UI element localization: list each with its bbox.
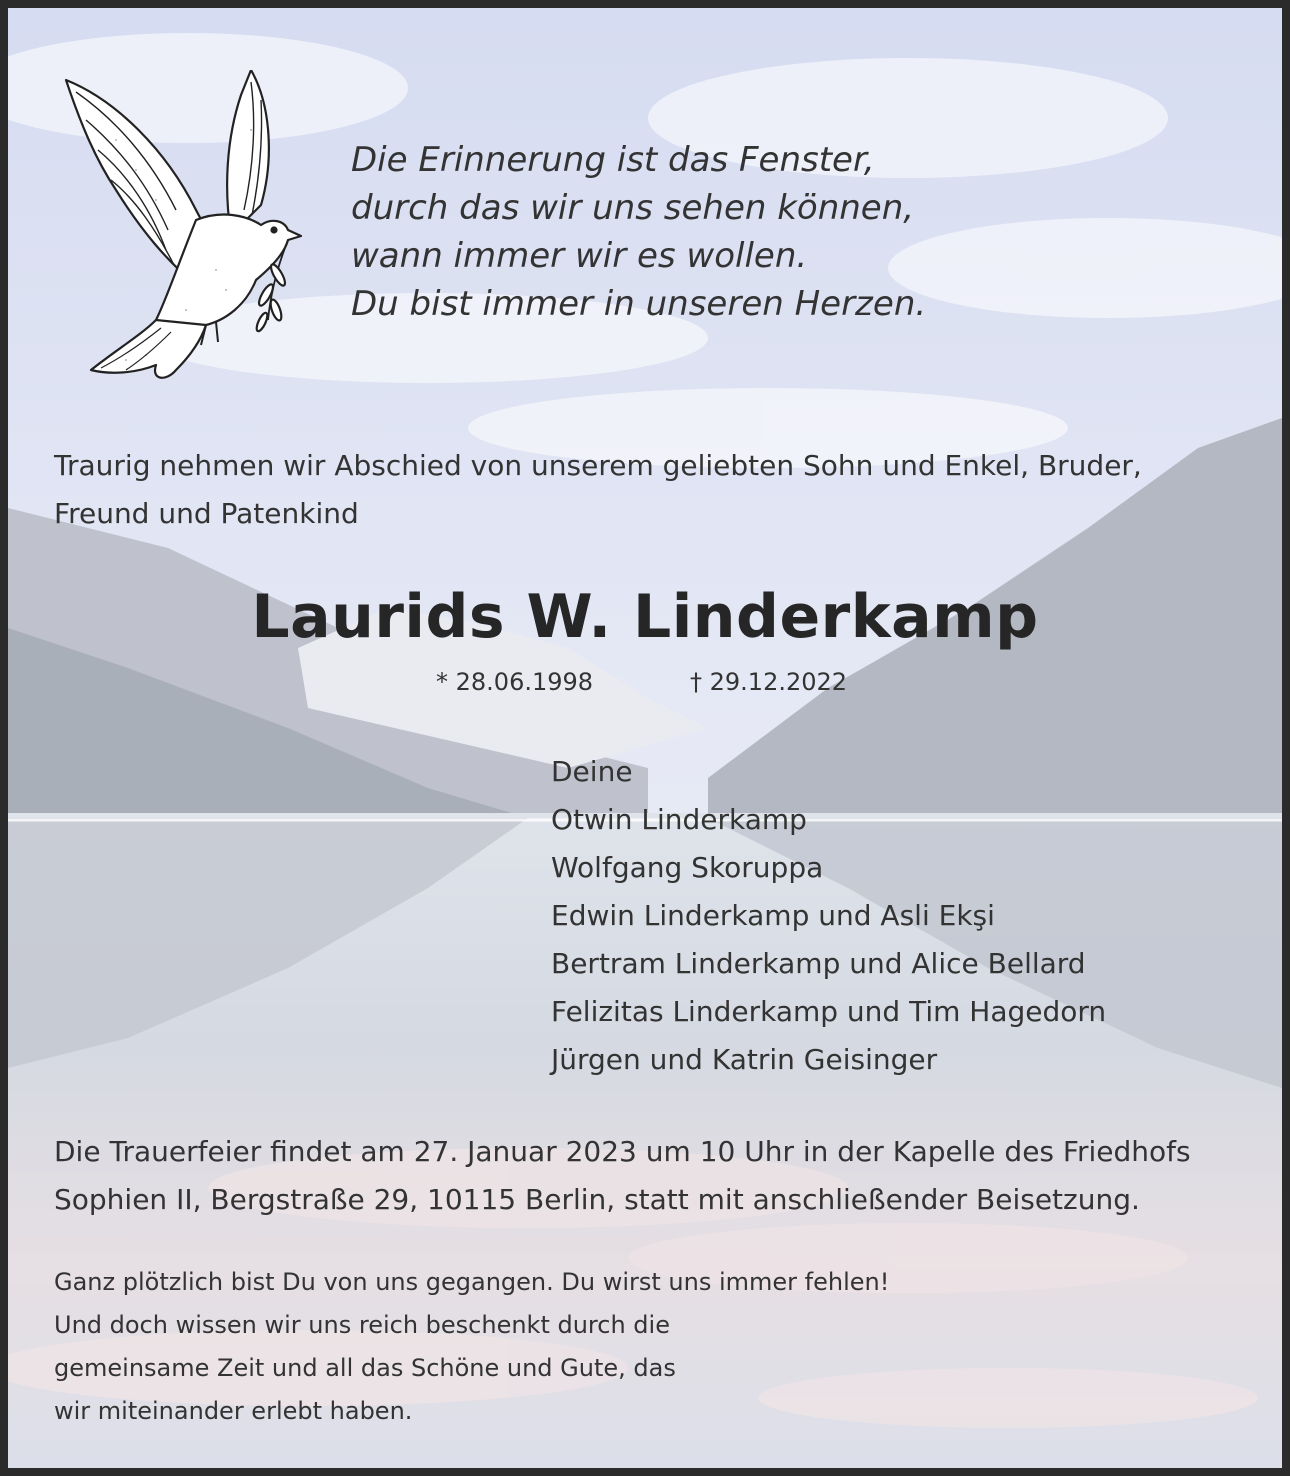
intro-text: Traurig nehmen wir Abschied von unserem geliebten Sohn und Enkel, Bruder, Freund und Patenkind [54,449,1142,530]
funeral-announcement: Die Trauerfeier findet am 27. Januar 2023 um 10 Uhr in der Kapelle des Friedhofs Sophien II, Bergstraße 29, 10115 Berlin, statt mit anschließender Beisetzung. [54,1135,1191,1216]
mourner-line: Bertram Linderkamp und Alice Bellard [551,947,1086,980]
dove-with-olive-branch-icon [56,70,306,382]
mourner-line: Felizitas Linderkamp und Tim Hagedorn [551,995,1107,1028]
mourner-line: Wolfgang Skoruppa [551,851,824,884]
mourners-list [551,748,1106,1084]
memorial-quote [351,136,926,328]
mourner-line: Edwin Linderkamp und Asli Ekşi [551,899,995,932]
closing-line: wir miteinander erlebt haben. [54,1397,413,1425]
closing-text [54,1261,889,1433]
quote-line: Die Erinnerung ist das Fenster, [351,140,875,180]
death-date: † 29.12.2022 [690,668,848,696]
quote-line: Du bist immer in unseren Herzen. [351,284,927,324]
deceased-name: Laurids W. Linderkamp [251,582,1039,652]
birth-date: * 28.06.1998 [436,668,594,696]
closing-line: Und doch wissen wir uns reich beschenkt durch die [54,1311,670,1339]
mourner-line: Otwin Linderkamp [551,803,807,836]
closing-line: gemeinsame Zeit und all das Schöne und Gute, das [54,1354,676,1382]
quote-line: durch das wir uns sehen können, [351,188,915,228]
mourner-line: Jürgen und Katrin Geisinger [551,1043,938,1076]
mourner-line: Deine [551,755,633,788]
closing-line: Ganz plötzlich bist Du von uns gegangen. Du wirst uns immer fehlen! [54,1268,890,1296]
quote-line: wann immer wir es wollen. [351,236,808,276]
